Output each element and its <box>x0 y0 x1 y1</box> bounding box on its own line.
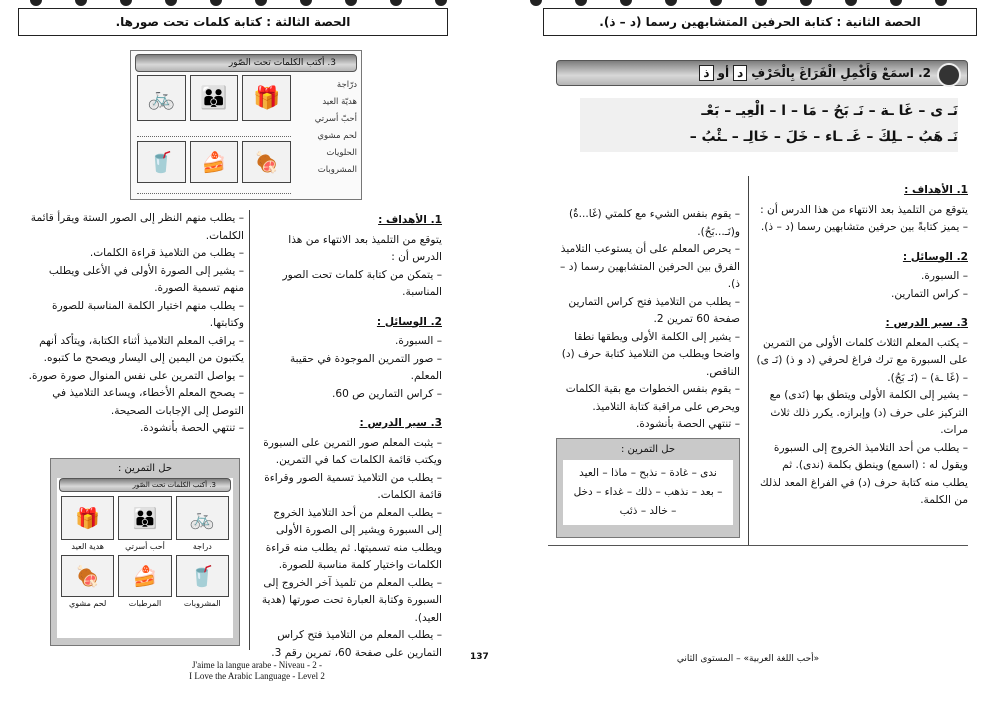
means-heading: 2. الوسائل : <box>376 315 442 328</box>
solution-grid-top <box>57 494 233 542</box>
exercise-line: نَـ هَبُ – ـلِكَ – غَـ ـاء – خَلَ – خَالِـ – ـئْبُ – <box>689 129 958 145</box>
word-list-item: المشروبات <box>317 165 357 175</box>
means-item: – كراس التمارين. <box>890 287 968 300</box>
procedure-item: – يشير إلى الكلمة الأولى ويتطق بها (نَدى) مع التركيز على حرف (د) وإبرازه. يكرر ذلك ثلاث مرات. <box>769 389 968 436</box>
procedure-heading: 3. سير الدرس : <box>885 317 968 329</box>
word-list <box>297 77 357 179</box>
left-header-text: الحصة الثالثة : كتابة كلمات تحت صورها. <box>115 15 351 29</box>
right-footer: «أحب اللغة العربية» – المستوى الثاني <box>676 654 820 664</box>
solution-line: – بعد – نذهب – ذلك – غداء – دخل <box>573 486 723 498</box>
letter-or: أو <box>717 66 730 80</box>
right-middle-column <box>548 206 740 434</box>
answer-lines-1 <box>137 123 291 137</box>
procedure-item: – يطلب المعلم من التلاميذ فتح كراس التمارين على صفحة 60، تمرين رقم 3. <box>271 629 442 659</box>
letter-box: ذ <box>699 65 713 81</box>
word-list-item: درّاجة <box>336 80 357 90</box>
left-exercise-title: 3. أكتب الكلمات تحت الصّور <box>228 58 336 68</box>
solution-line: ندى – غادة – نذبح – ماذا – العيد <box>579 467 717 479</box>
step-item: – يطلب من التلاميذ قراءة الكلمات. <box>89 247 244 259</box>
left-solution-exercise-title: 3. أكتب الكلمات تحت الصّور <box>132 481 216 489</box>
solution-grid-bottom <box>57 551 233 599</box>
solution-label: المشروبات <box>183 599 221 608</box>
step-item: – يطلب منهم النظر إلى الصور الستة ويقرأ قائمة الكلمات. <box>30 212 244 242</box>
step-item: – يقوم بنفس الشيء مع كلمتي (غَا...ةٌ) و(نَـ...بَحُ). <box>569 208 740 238</box>
solution-line: – خالد – ذئب <box>619 505 677 517</box>
right-solution-inner <box>563 460 733 525</box>
footer-french: J'aime la langue arabe - Niveau - 2 - <box>191 660 323 670</box>
drinks-picture: 🥤 <box>137 141 186 183</box>
objectives-heading: 1. الأهداف : <box>904 184 968 196</box>
sweets-picture: 🍰 <box>190 141 239 183</box>
left-footer <box>172 660 342 682</box>
solution-labels-top <box>57 542 233 551</box>
means-item: – صور التمرين الموجودة في حقيبة المعلم. <box>289 352 442 382</box>
grilled-meat-picture: 🍖 <box>61 555 114 597</box>
picture-grid <box>137 75 291 121</box>
left-solution-box <box>50 458 240 646</box>
page-number: 137 <box>470 652 489 662</box>
word-list-item: هديّة العيد <box>322 97 357 107</box>
solution-labels-bottom <box>57 599 233 608</box>
step-item: – تنتهي الحصة بأنشودة. <box>139 422 244 434</box>
objective-item: – يتمكن من كتابة كلمات تحت الصور المناسبة. <box>282 268 442 298</box>
solution-label: أحب أسرتي <box>125 542 165 551</box>
means-item: – كراس التمارين ص 60. <box>331 387 442 400</box>
listen-icon <box>937 63 961 87</box>
word-list-item: الحلويات <box>326 148 357 158</box>
step-item: – يشير إلى الكلمة الأولى ويطقها نطقا واضحا ويطلب من التلاميذ كتابة حرف (د) الناقص. <box>561 330 740 378</box>
left-side-column <box>26 210 244 438</box>
solution-label: المرطبات <box>128 599 162 608</box>
grilled-meat-picture: 🍖 <box>242 141 291 183</box>
procedure-item: – يطلب المعلم من أحد التلاميذ الخروج إلى السبورة ويشير إلى الصورة الأولى ويطلب منه تسميتها. ثم يطلب منه قراءة الكلمات واختيار كلمة مناسبة للصورة. <box>265 506 442 571</box>
objectives-text: يتوقع من التلميذ بعد الانتهاء من هذا الدرس أن : <box>760 203 968 216</box>
objective-item: – يميز كتابةً بين حرفين متشابهين رسما (د – ذ). <box>760 221 968 233</box>
objectives-heading: 1. الأهداف : <box>378 214 442 226</box>
step-item: – يصحح المعلم الأخطاء، ويساعد التلاميذ في التوصل إلى الإجابات الصحيحة. <box>52 387 244 417</box>
means-item: – السبورة. <box>395 335 442 347</box>
step-item: – يواصل التمرين على نفس المنوال صورة صورة. <box>28 369 244 382</box>
procedure-item: – يطلب المعلم من تلميذ آخر الخروج إلى السبورة وكتابة العبارة تحت صورتها (هدية العيد). <box>261 576 442 624</box>
left-solution-title: حل التمرين : <box>117 463 173 474</box>
word-list-item: لحم مشوي <box>317 131 357 141</box>
step-item: – يطلب من التلاميذ فتح كراس التمارين صفحة 60 تمرين 2. <box>568 295 740 325</box>
bottom-rule <box>548 545 968 546</box>
exercise-words <box>580 98 958 152</box>
step-item: – يراقب المعلم التلاميذ أثناء الكتابة، ويتأكد أنهم يكتبون من اليمين إلى اليسار ويصحح ما كتبوه. <box>39 334 244 364</box>
solution-label: هدية العيد <box>71 542 104 551</box>
right-solution-title: حل التمرين : <box>620 444 676 455</box>
procedure-item: – يكتب المعلم الثلاث كلمات الأولى من التمرين على السبورة مع ترك فراغ لحرفي (د و ذ) (نَـ ى) – (غَا ـة) – (نَـ بَحُ). <box>756 336 968 384</box>
family-picture: 👪 <box>118 496 171 540</box>
letter-box: د <box>733 65 747 81</box>
procedure-item: – يطلب من أحد التلاميذ الخروج إلى السبورة ويقول له : (اسمع) وينطق بكلمة (ندى). ثم يطلب منه كتابة حرف (د) في الفراغ المعد لذلك من الكلمة. <box>760 441 968 506</box>
bicycle-picture: 🚲 <box>176 496 229 540</box>
picture-grid-2 <box>137 141 291 183</box>
right-exercise-title: 2. اسمَعْ وَأَكْمِلِ الْفَرَاغَ بِالْحَرْفِ <box>751 66 931 80</box>
left-solution-bar <box>59 478 231 492</box>
procedure-item: – يطلب من التلاميذ تسمية الصور وقراءة قائمة الكلمات. <box>264 471 442 501</box>
gift-picture: 🎁 <box>242 75 291 121</box>
right-header-text: الحصة الثانية : كتابة الحرفين المتشابهين رسما (د – ذ). <box>599 15 921 29</box>
word-list-item: أحبّ أسرتي <box>314 114 357 124</box>
means-heading: 2. الوسائل : <box>902 250 968 263</box>
procedure-item: – يثبت المعلم صور التمرين على السبورة ويكتب قائمة الكلمات كما في التمرين. <box>263 436 442 466</box>
left-solution-inner <box>57 478 233 638</box>
column-divider <box>249 210 250 650</box>
step-item: – تنتهي الحصة بأنشودة. <box>635 418 740 430</box>
sweets-picture: 🍰 <box>118 555 171 597</box>
right-side-column <box>756 180 968 510</box>
step-item: – يقوم بنفس الخطوات مع بقية الكلمات ويحرص على مراقبة كتابة التلاميذ. <box>565 383 740 413</box>
right-solution-box <box>556 438 740 538</box>
objectives-text: يتوقع من التلميذ بعد الانتهاء من هذا الدرس أن : <box>288 233 442 263</box>
exercise-line: نَـ ى – غَا ـة – نَـ بَحُ – مَا – ا – الْعِيـ – بَعْـ <box>701 103 958 119</box>
family-picture: 👪 <box>190 75 239 121</box>
step-item: – يحرص المعلم على أن يستوعب التلاميذ الفرق بين الحرفين المتشابهين رسما (د – ذ). <box>560 243 740 290</box>
left-center-column <box>256 210 442 662</box>
bicycle-picture: 🚲 <box>137 75 186 121</box>
drinks-picture: 🥤 <box>176 555 229 597</box>
right-exercise-bar <box>556 60 968 86</box>
solution-label: دراجة <box>192 542 212 551</box>
step-item: – يشير إلى الصورة الأولى في الأعلى ويطلب منهم تسمية الصورة. <box>48 264 244 294</box>
left-exercise-box <box>130 50 362 200</box>
left-exercise-bar <box>135 54 357 72</box>
right-page-header <box>543 8 977 36</box>
means-item: – السبورة. <box>921 270 968 282</box>
procedure-heading: 3. سير الدرس : <box>359 417 442 429</box>
footer-english: I Love the Arabic Language - Level 2 <box>189 671 325 681</box>
step-item: – يطلب منهم اختيار الكلمة المناسبة للصورة وكتابتها. <box>52 299 244 329</box>
left-page-header <box>18 8 448 36</box>
gift-picture: 🎁 <box>61 496 114 540</box>
column-divider <box>748 176 749 546</box>
answer-lines-2 <box>137 185 291 194</box>
solution-label: لحم مشوي <box>69 599 107 608</box>
